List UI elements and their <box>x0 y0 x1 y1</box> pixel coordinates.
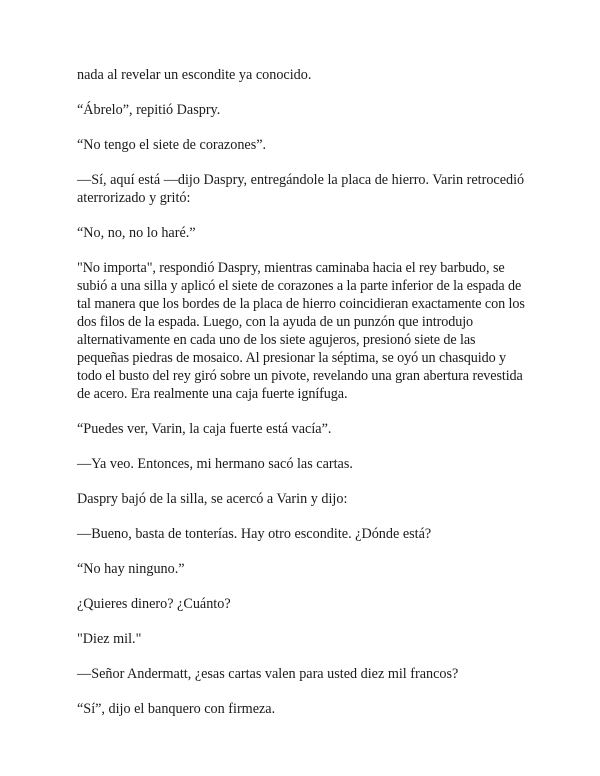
paragraph: “No hay ninguno.” <box>77 561 185 577</box>
paragraph: “No tengo el siete de corazones”. <box>77 137 267 153</box>
paragraph: —Bueno, basta de tonterías. Hay otro escondite. ¿Dónde está? <box>77 526 432 542</box>
paragraph: ¿Quieres dinero? ¿Cuánto? <box>77 596 231 612</box>
paragraph: —Señor Andermatt, ¿esas cartas valen para usted diez mil francos? <box>77 666 459 682</box>
body-text <box>77 66 527 735</box>
paragraph: "Diez mil." <box>77 631 142 647</box>
paragraph: “No, no, no lo haré.” <box>77 225 196 241</box>
paragraph: nada al revelar un escondite ya conocido. <box>77 67 312 83</box>
paragraph: Daspry bajó de la silla, se acercó a Varin y dijo: <box>77 491 348 507</box>
paragraph: “Sí”, dijo el banquero con firmeza. <box>77 701 276 717</box>
paragraph: —Sí, aquí está —dijo Daspry, entregándole la placa de hierro. Varin retrocedió aterrorizado y gritó: <box>77 172 525 206</box>
paragraph: “Puedes ver, Varin, la caja fuerte está vacía”. <box>77 421 332 437</box>
paragraph: —Ya veo. Entonces, mi hermano sacó las cartas. <box>77 456 353 472</box>
paragraph: "No importa", respondió Daspry, mientras caminaba hacia el rey barbudo, se subió a una silla y aplicó el siete de corazones a la parte inferior de la espada de tal manera que los bordes de la placa de hierro coincidieran exactamente con los dos filos de la espada. Luego, con la ayuda de un punzón que introdujo alternativamente en cada uno de los siete agujeros, presionó siete de las pequeñas piedras de mosaico. Al presionar la séptima, se oyó un chasquido y todo el busto del rey giró sobre un pivote, revelando una gran abertura revestida de acero. Era realmente una caja fuerte ignífuga. <box>77 260 525 402</box>
paragraph: “Ábrelo”, repitió Daspry. <box>77 102 221 118</box>
